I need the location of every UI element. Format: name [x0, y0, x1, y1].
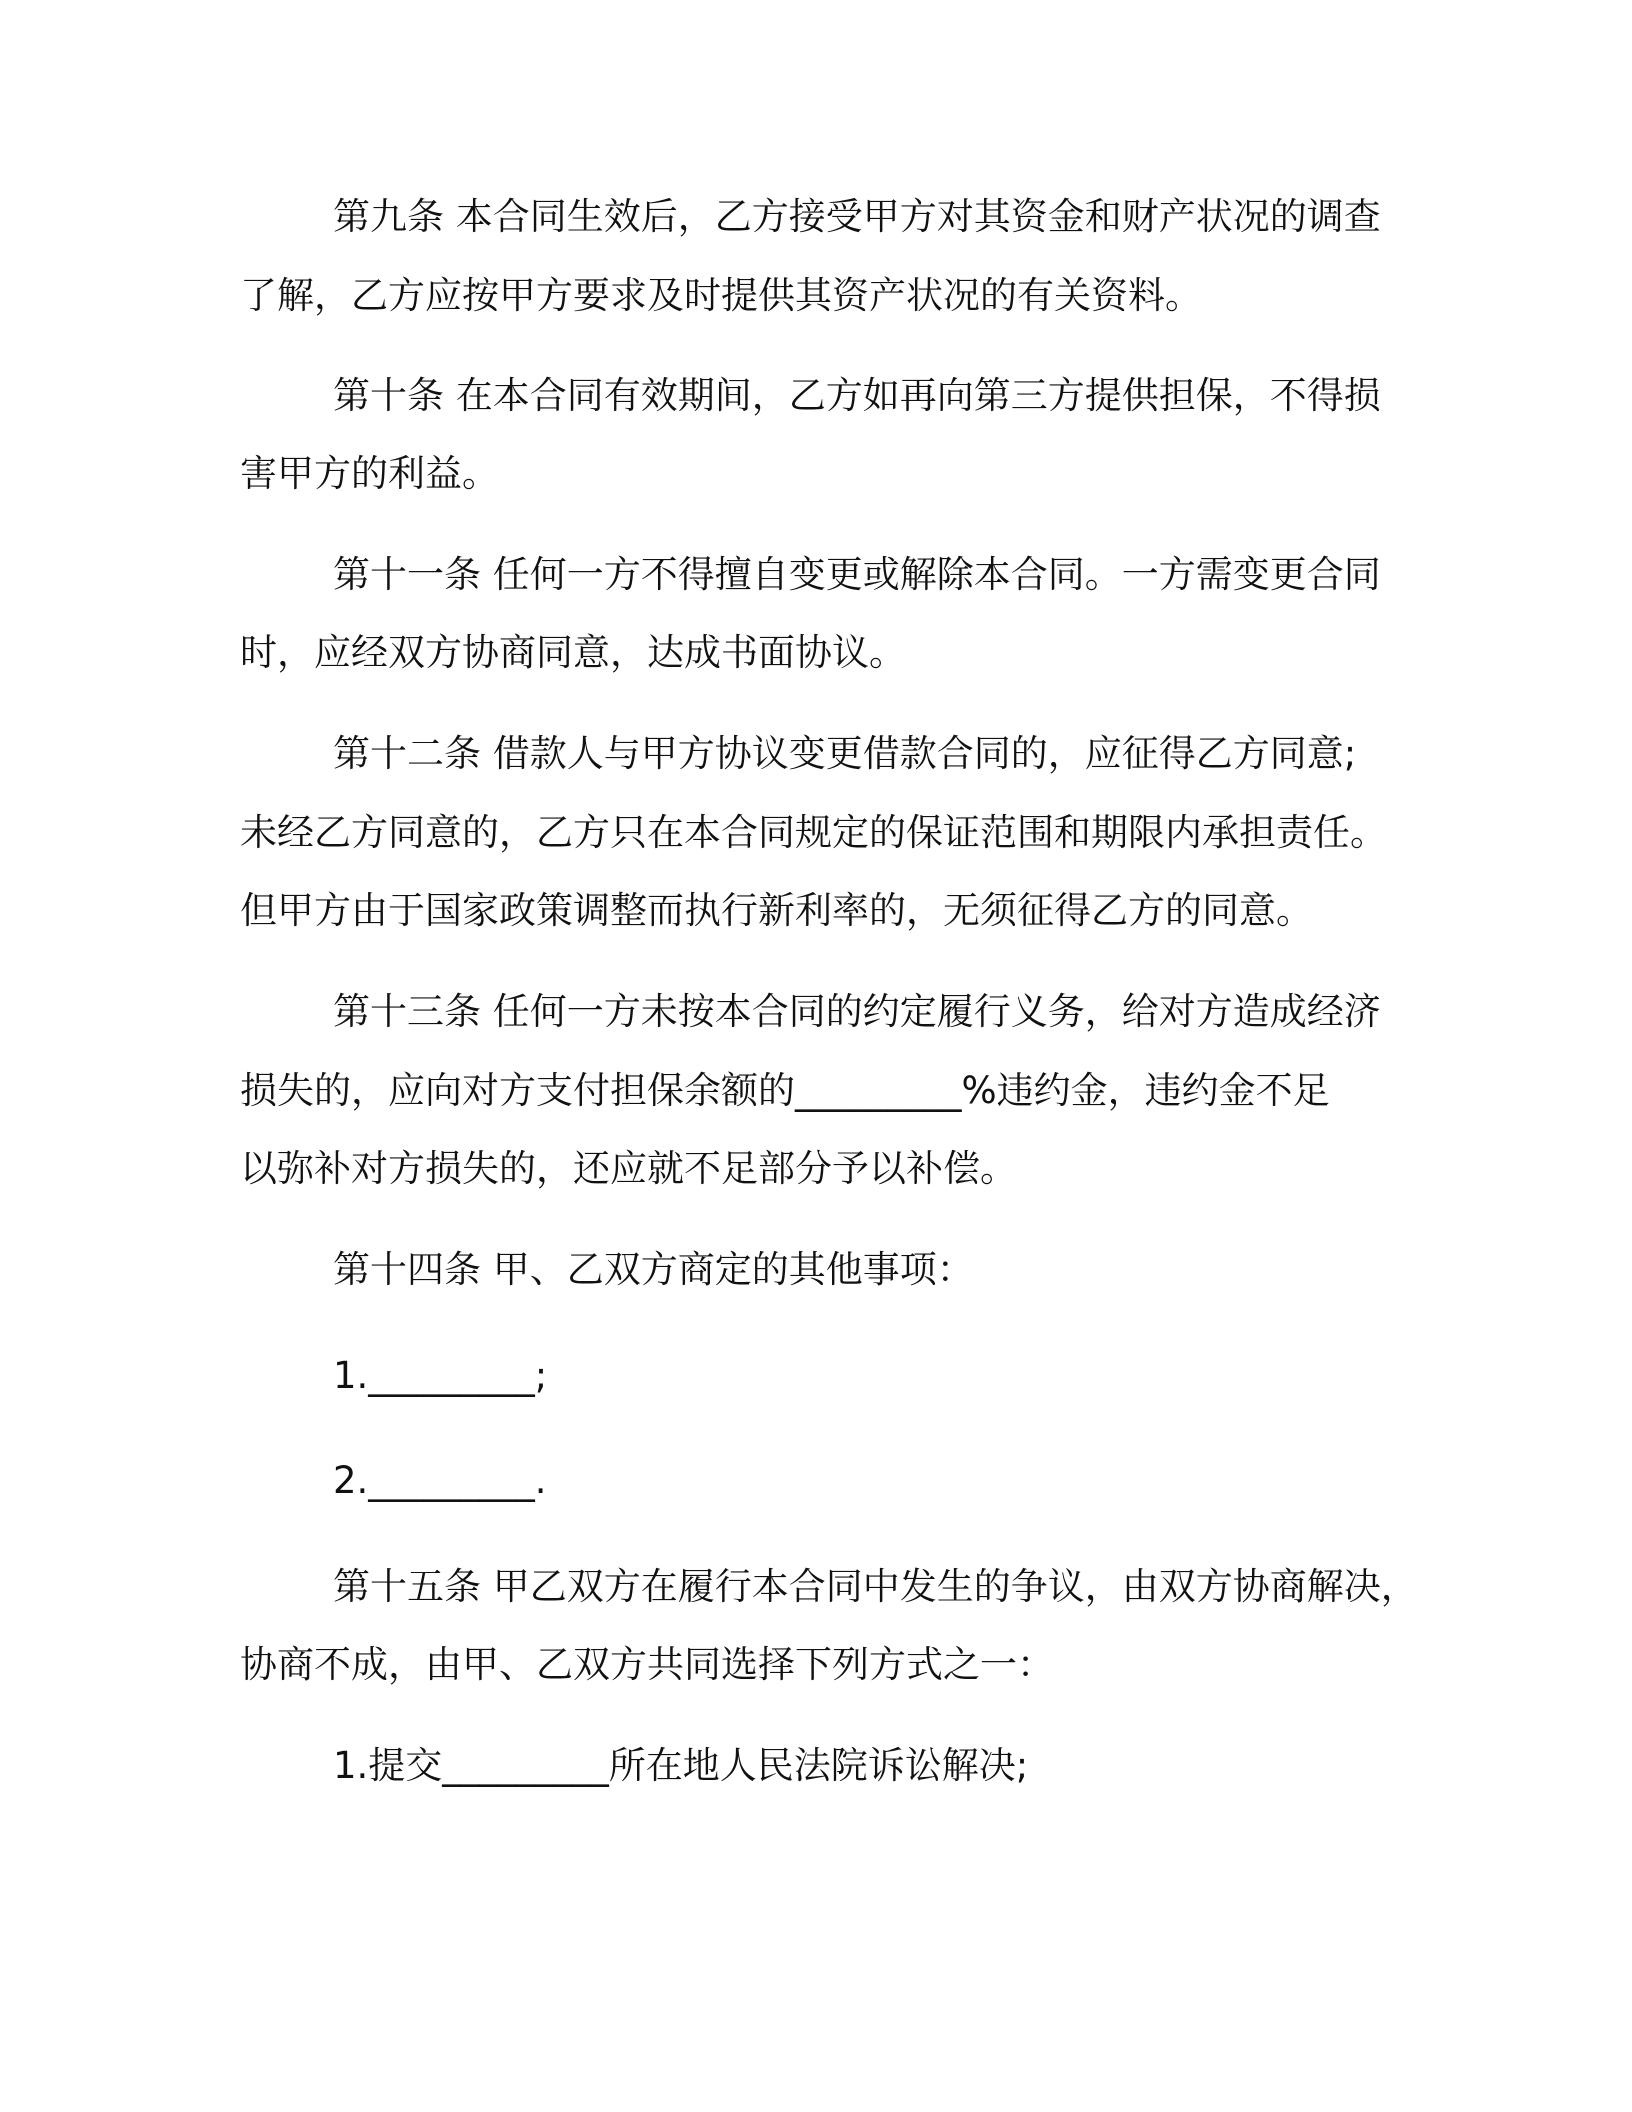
clause-10-line-1: 第十条 在本合同有效期间，乙方如再向第三方提供担保，不得损: [333, 374, 1381, 417]
clause-15-line-2: 协商不成，由甲、乙双方共同选择下列方式之一：: [240, 1643, 1054, 1686]
clause-14-line-1: 第十四条 甲、乙双方商定的其他事项：: [333, 1248, 974, 1291]
clause-12-line-3: 但甲方由于国家政策调整而执行新利率的，无须征得乙方的同意。: [240, 889, 1313, 932]
clause-13-line-3: 以弥补对方损失的，还应就不足部分予以补偿。: [240, 1147, 1017, 1190]
clause-11-line-2: 时，应经双方协商同意，达成书面协议。: [240, 631, 906, 674]
clause-9-line-2: 了解，乙方应按甲方要求及时提供其资产状况的有关资料。: [240, 274, 1202, 317]
clause-14-item-2: 2._________.: [333, 1459, 547, 1502]
clause-14-item-1: 1._________;: [333, 1354, 548, 1397]
clause-11-line-1: 第十一条 任何一方不得擅自变更或解除本合同。一方需变更合同: [333, 553, 1381, 596]
clause-10-line-2: 害甲方的利益。: [240, 452, 499, 495]
clause-15-line-1: 第十五条 甲乙双方在履行本合同中发生的争议，由双方协商解决，: [333, 1565, 1418, 1608]
clause-12-line-2: 未经乙方同意的，乙方只在本合同规定的保证范围和期限内承担责任。: [240, 811, 1387, 854]
clause-12-line-1: 第十二条 借款人与甲方协议变更借款合同的，应征得乙方同意;: [333, 732, 1357, 775]
clause-9-line-1: 第九条 本合同生效后，乙方接受甲方对其资金和财产状况的调查: [333, 195, 1381, 238]
clause-13-line-2: 损失的，应向对方支付担保余额的_________%违约金，违约金不足: [240, 1069, 1330, 1112]
clause-15-item-1: 1.提交_________所在地人民法院诉讼解决;: [333, 1744, 1029, 1787]
clause-13-line-1: 第十三条 任何一方未按本合同的约定履行义务，给对方造成经济: [333, 990, 1381, 1033]
